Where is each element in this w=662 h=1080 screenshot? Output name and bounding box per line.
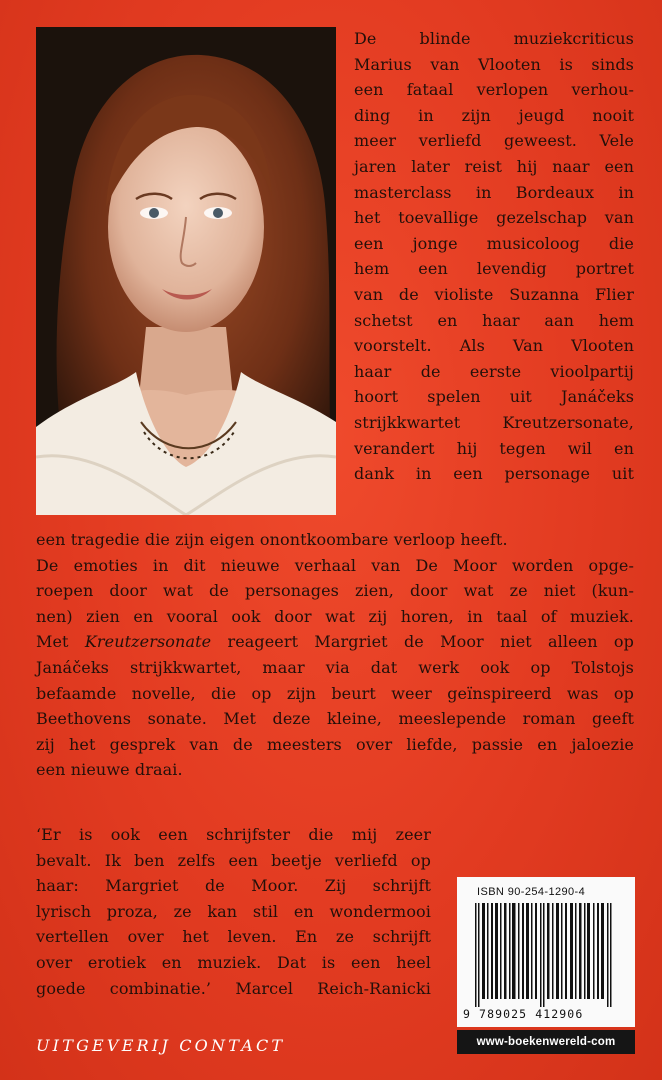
blurb-line: voorstelt. Als Van Vlooten bbox=[354, 336, 634, 356]
blurb-line: een tragedie die zijn eigen onontkoombare verloop heeft. bbox=[36, 530, 508, 549]
blurb-line: De emoties in dit nieuwe verhaal van De Moor worden opge- bbox=[36, 555, 634, 575]
blurb-line-rest: reageert Margriet de Moor niet alleen op bbox=[211, 632, 634, 652]
blurb-line: haar de eerste vioolpartij bbox=[354, 361, 634, 381]
website-url: www-boekenwereld-com bbox=[457, 1030, 635, 1054]
blurb-line: roepen door wat de personages zien, door wat ze niet (kun- bbox=[36, 581, 634, 601]
blurb-line: hoort spelen uit Janáčeks bbox=[354, 387, 634, 407]
blurb-line: een jonge musicoloog die bbox=[354, 233, 634, 253]
quote-line: bevalt. Ik ben zelfs een beetje verliefd op bbox=[36, 850, 431, 870]
blurb-line: Beethovens sonate. Met deze kleine, meeslepende roman geeft bbox=[36, 709, 634, 729]
blurb-prefix: Met bbox=[36, 632, 85, 652]
blurb-line: Janáčeks strijkkwartet, maar via dat werk ook op Tolstojs bbox=[36, 657, 634, 677]
blurb-line: van de violiste Suzanna Flier bbox=[354, 284, 634, 304]
blurb-full-width bbox=[36, 527, 634, 783]
blurb-line: Marius van Vlooten is sinds bbox=[354, 54, 634, 74]
blurb-line: schetst en haar aan hem bbox=[354, 310, 634, 330]
blurb-line: jaren later reist hij naar een bbox=[354, 156, 634, 176]
isbn-label: ISBN 90-254-1290-4 bbox=[477, 886, 586, 898]
blurb-line: zij het gesprek van de meesters over liefde, passie en jaloezie bbox=[36, 734, 634, 754]
blurb-line: ding in zijn jeugd nooit bbox=[354, 105, 634, 125]
barcode-panel bbox=[457, 877, 635, 1027]
barcode-block bbox=[457, 877, 635, 1057]
blurb-line: een fataal verlopen verhou- bbox=[354, 80, 634, 100]
quote-line: lyrisch proza, ze kan stil en wondermooi bbox=[36, 901, 431, 921]
blurb-right-column bbox=[354, 26, 634, 487]
blurb-line: nen) zien en vooral ook door wat zij horen, in taal of muziek. bbox=[36, 606, 634, 626]
ean-number: 9 789025 412906 bbox=[463, 1007, 584, 1021]
blurb-line: De blinde muziekcriticus bbox=[354, 29, 634, 48]
blurb-line: het toevallige gezelschap van bbox=[354, 208, 634, 228]
blurb-line: befaamde novelle, die op zijn beurt weer geïnspireerd was op bbox=[36, 683, 634, 703]
quote-line: over erotiek en muziek. Dat is een heel bbox=[36, 952, 431, 972]
author-portrait-image bbox=[36, 27, 336, 515]
blurb-line-title bbox=[36, 629, 634, 655]
blurb-line: meer verliefd geweest. Vele bbox=[354, 131, 634, 151]
publisher-name: UITGEVERIJ CONTACT bbox=[36, 1036, 286, 1055]
review-quote bbox=[36, 822, 431, 1001]
blurb-line: strijkkwartet Kreutzersonate, bbox=[354, 412, 634, 432]
blurb-line: dank in een personage uit bbox=[354, 464, 634, 484]
quote-line: goede combinatie.’ Marcel Reich-Ranicki bbox=[36, 978, 431, 998]
blurb-line: een nieuwe draai. bbox=[36, 760, 183, 780]
quote-line: haar: Margriet de Moor. Zij schrijft bbox=[36, 876, 431, 896]
barcode-bars bbox=[471, 903, 621, 1007]
blurb-line: hem een levendig portret bbox=[354, 259, 634, 279]
author-photo bbox=[36, 27, 336, 515]
book-title: Kreutzersonate bbox=[84, 632, 212, 652]
blurb-line: masterclass in Bordeaux in bbox=[354, 182, 634, 202]
quote-line: vertellen over het leven. En ze schrijft bbox=[36, 927, 431, 947]
quote-line: ‘Er is ook een schrijfster die mij zeer bbox=[36, 825, 431, 844]
blurb-line: verandert hij tegen wil en bbox=[354, 438, 634, 458]
